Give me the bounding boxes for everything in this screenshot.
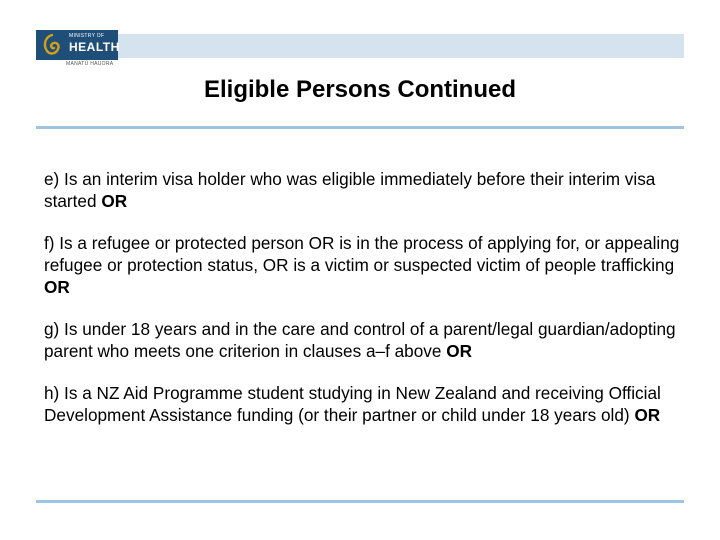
logo-text-maori: MANATŪ HAUORA (66, 61, 114, 67)
item-text: g) Is under 18 years and in the care and control of a parent/legal guardian/adopting parent who meets one criterion in clauses a–f above (44, 319, 676, 361)
ministry-of-health-logo (36, 30, 118, 68)
koru-icon (40, 33, 64, 57)
or-label: OR (101, 191, 128, 211)
page-title: Eligible Persons Continued (203, 76, 517, 103)
item-text: f) Is a refugee or protected person OR is in the process of applying for, or appealing refugee or protection status, OR is a victim or suspected victim of people trafficking (44, 233, 680, 275)
or-label: OR (446, 341, 473, 361)
logo-text-ministry: MINISTRY OF (69, 33, 105, 39)
top-divider (36, 126, 684, 129)
list-item-h (44, 382, 680, 426)
logo-box (36, 30, 118, 60)
or-label: OR (44, 277, 70, 297)
logo-text-health: HEALTH (69, 40, 120, 54)
list-item-e (44, 168, 680, 212)
list-item-g (44, 318, 680, 362)
bottom-divider (36, 500, 684, 503)
header-bar (118, 34, 684, 58)
item-text: e) Is an interim visa holder who was eligible immediately before their interim visa started (44, 169, 656, 211)
eligibility-list (44, 168, 680, 426)
item-text: h) Is a NZ Aid Programme student studying in New Zealand and receiving Official Development Assistance funding (or their partner or child under 18 years old) (44, 383, 661, 425)
or-label: OR (634, 405, 661, 425)
list-item-f (44, 232, 680, 298)
